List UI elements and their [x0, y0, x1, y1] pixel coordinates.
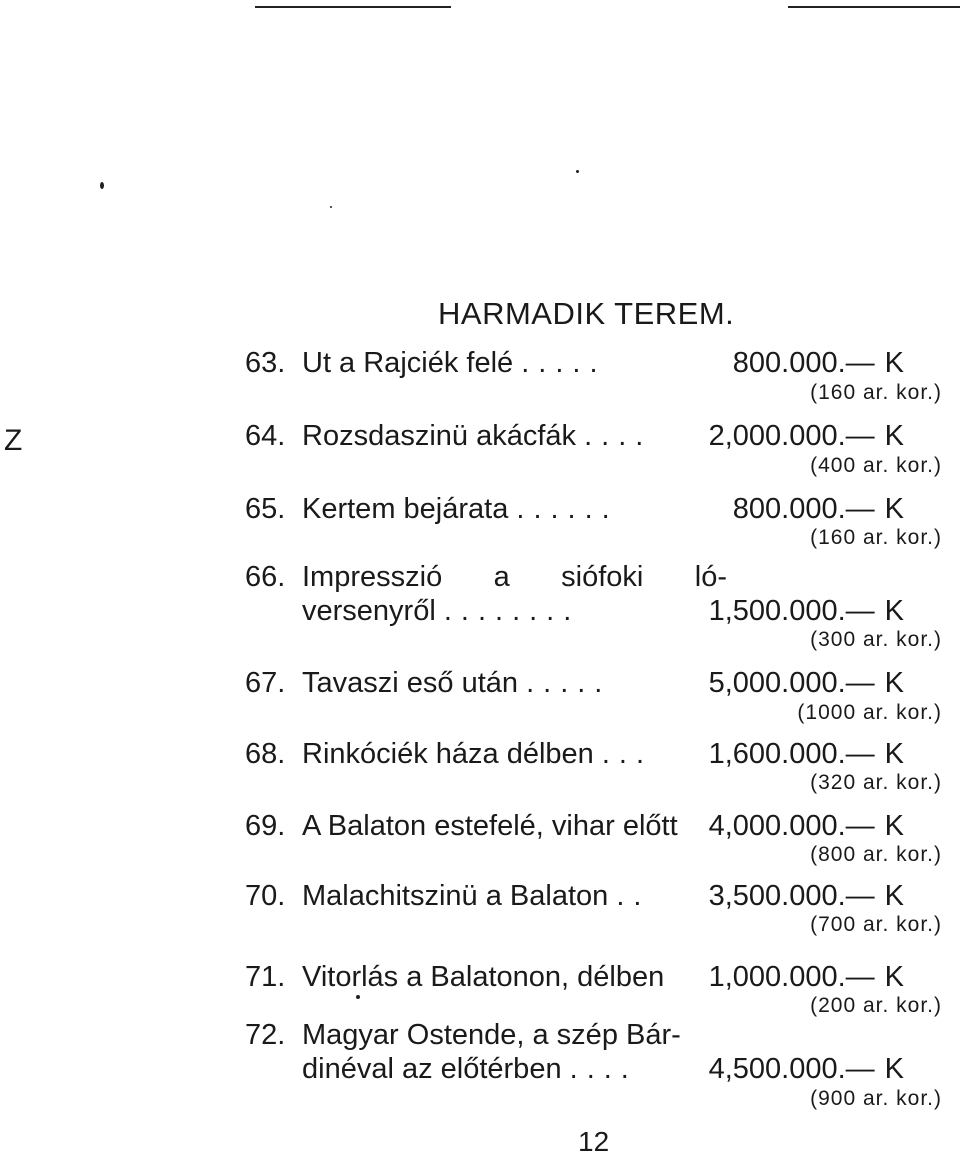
entry-title-line2: dinéval az előtérben ....: [302, 1053, 638, 1085]
catalog-entry: [0, 734, 960, 774]
entry-subprice: (160 ar. kor.): [810, 381, 942, 404]
entry-number: 71.: [245, 961, 286, 993]
ink-speck: [100, 182, 104, 189]
entry-title: A Balaton estefelé, vihar előtt: [302, 810, 678, 842]
entry-title: Tavaszi eső után .....: [302, 667, 612, 699]
entry-price: 1,500.000.— K: [708, 595, 904, 627]
entry-price: 3,500.000.— K: [708, 880, 904, 912]
entry-subprice: (800 ar. kor.): [810, 843, 942, 866]
page-number: 12: [578, 1126, 610, 1157]
entry-price: 2,000.000.— K: [708, 420, 904, 452]
entry-number: 67.: [245, 667, 286, 699]
entry-subprice: (160 ar. kor.): [810, 526, 942, 549]
entry-price: 5,000.000.— K: [708, 667, 904, 699]
entry-subprice: (400 ar. kor.): [810, 454, 942, 477]
catalog-entry: [0, 343, 960, 383]
entry-price: 4,000.000.— K: [708, 810, 904, 842]
catalog-entry-continuation: [0, 591, 960, 631]
entry-title: Rozsdaszinü akácfák ....: [302, 420, 653, 452]
entry-subprice: (900 ar. kor.): [810, 1087, 942, 1110]
entry-title-line1: Impresszió a siófoki ló-: [302, 561, 727, 593]
entry-subprice: (320 ar. kor.): [810, 771, 942, 794]
catalog-entry: [0, 806, 960, 846]
entry-subprice: (300 ar. kor.): [810, 628, 942, 651]
entry-title-line1: Magyar Ostende, a szép Bár-: [302, 1019, 681, 1051]
entry-number: 64.: [245, 420, 286, 452]
entry-price: 1,000.000.— K: [708, 961, 904, 993]
entry-subprice: (1000 ar. kor.): [797, 701, 942, 724]
entry-title: Vitorlás a Balatonon, délben: [302, 961, 665, 993]
entry-title-line2: versenyről ........: [302, 595, 581, 627]
top-rule-left: [255, 6, 451, 8]
entry-number: 70.: [245, 880, 286, 912]
entry-number: 66.: [245, 561, 286, 593]
entry-title: Kertem bejárata ......: [302, 493, 619, 525]
entry-title: Ut a Rajciék felé .....: [302, 347, 607, 379]
entry-number: 63.: [245, 347, 286, 379]
catalog-entry-continuation: [0, 1049, 960, 1089]
entry-title: Malachitszinü a Balaton ..: [302, 880, 651, 912]
catalog-entry: [0, 663, 960, 703]
entry-number: 69.: [245, 810, 286, 842]
catalog-entry: [0, 957, 960, 997]
entry-subprice: (200 ar. kor.): [810, 994, 942, 1017]
entry-title: Rinkóciék háza délben ...: [302, 738, 654, 770]
entry-subprice: (700 ar. kor.): [810, 913, 942, 936]
entry-price: 4,500.000.— K: [708, 1053, 904, 1085]
entry-number: 65.: [245, 493, 286, 525]
entry-number: 68.: [245, 738, 286, 770]
catalog-entry: [0, 489, 960, 529]
catalog-entry: [0, 876, 960, 916]
ink-speck: [356, 995, 360, 999]
ink-speck: [576, 170, 579, 173]
margin-mark: Z: [4, 424, 23, 457]
catalog-entry: [0, 416, 960, 456]
entry-number: 72.: [245, 1019, 286, 1051]
ink-speck: [330, 206, 332, 208]
entry-price: 800.000.— K: [732, 493, 904, 525]
entry-price: 800.000.— K: [732, 347, 904, 379]
entry-price: 1,600.000.— K: [708, 738, 904, 770]
page-heading: HARMADIK TEREM.: [438, 295, 735, 331]
top-rule-right: [788, 6, 960, 8]
